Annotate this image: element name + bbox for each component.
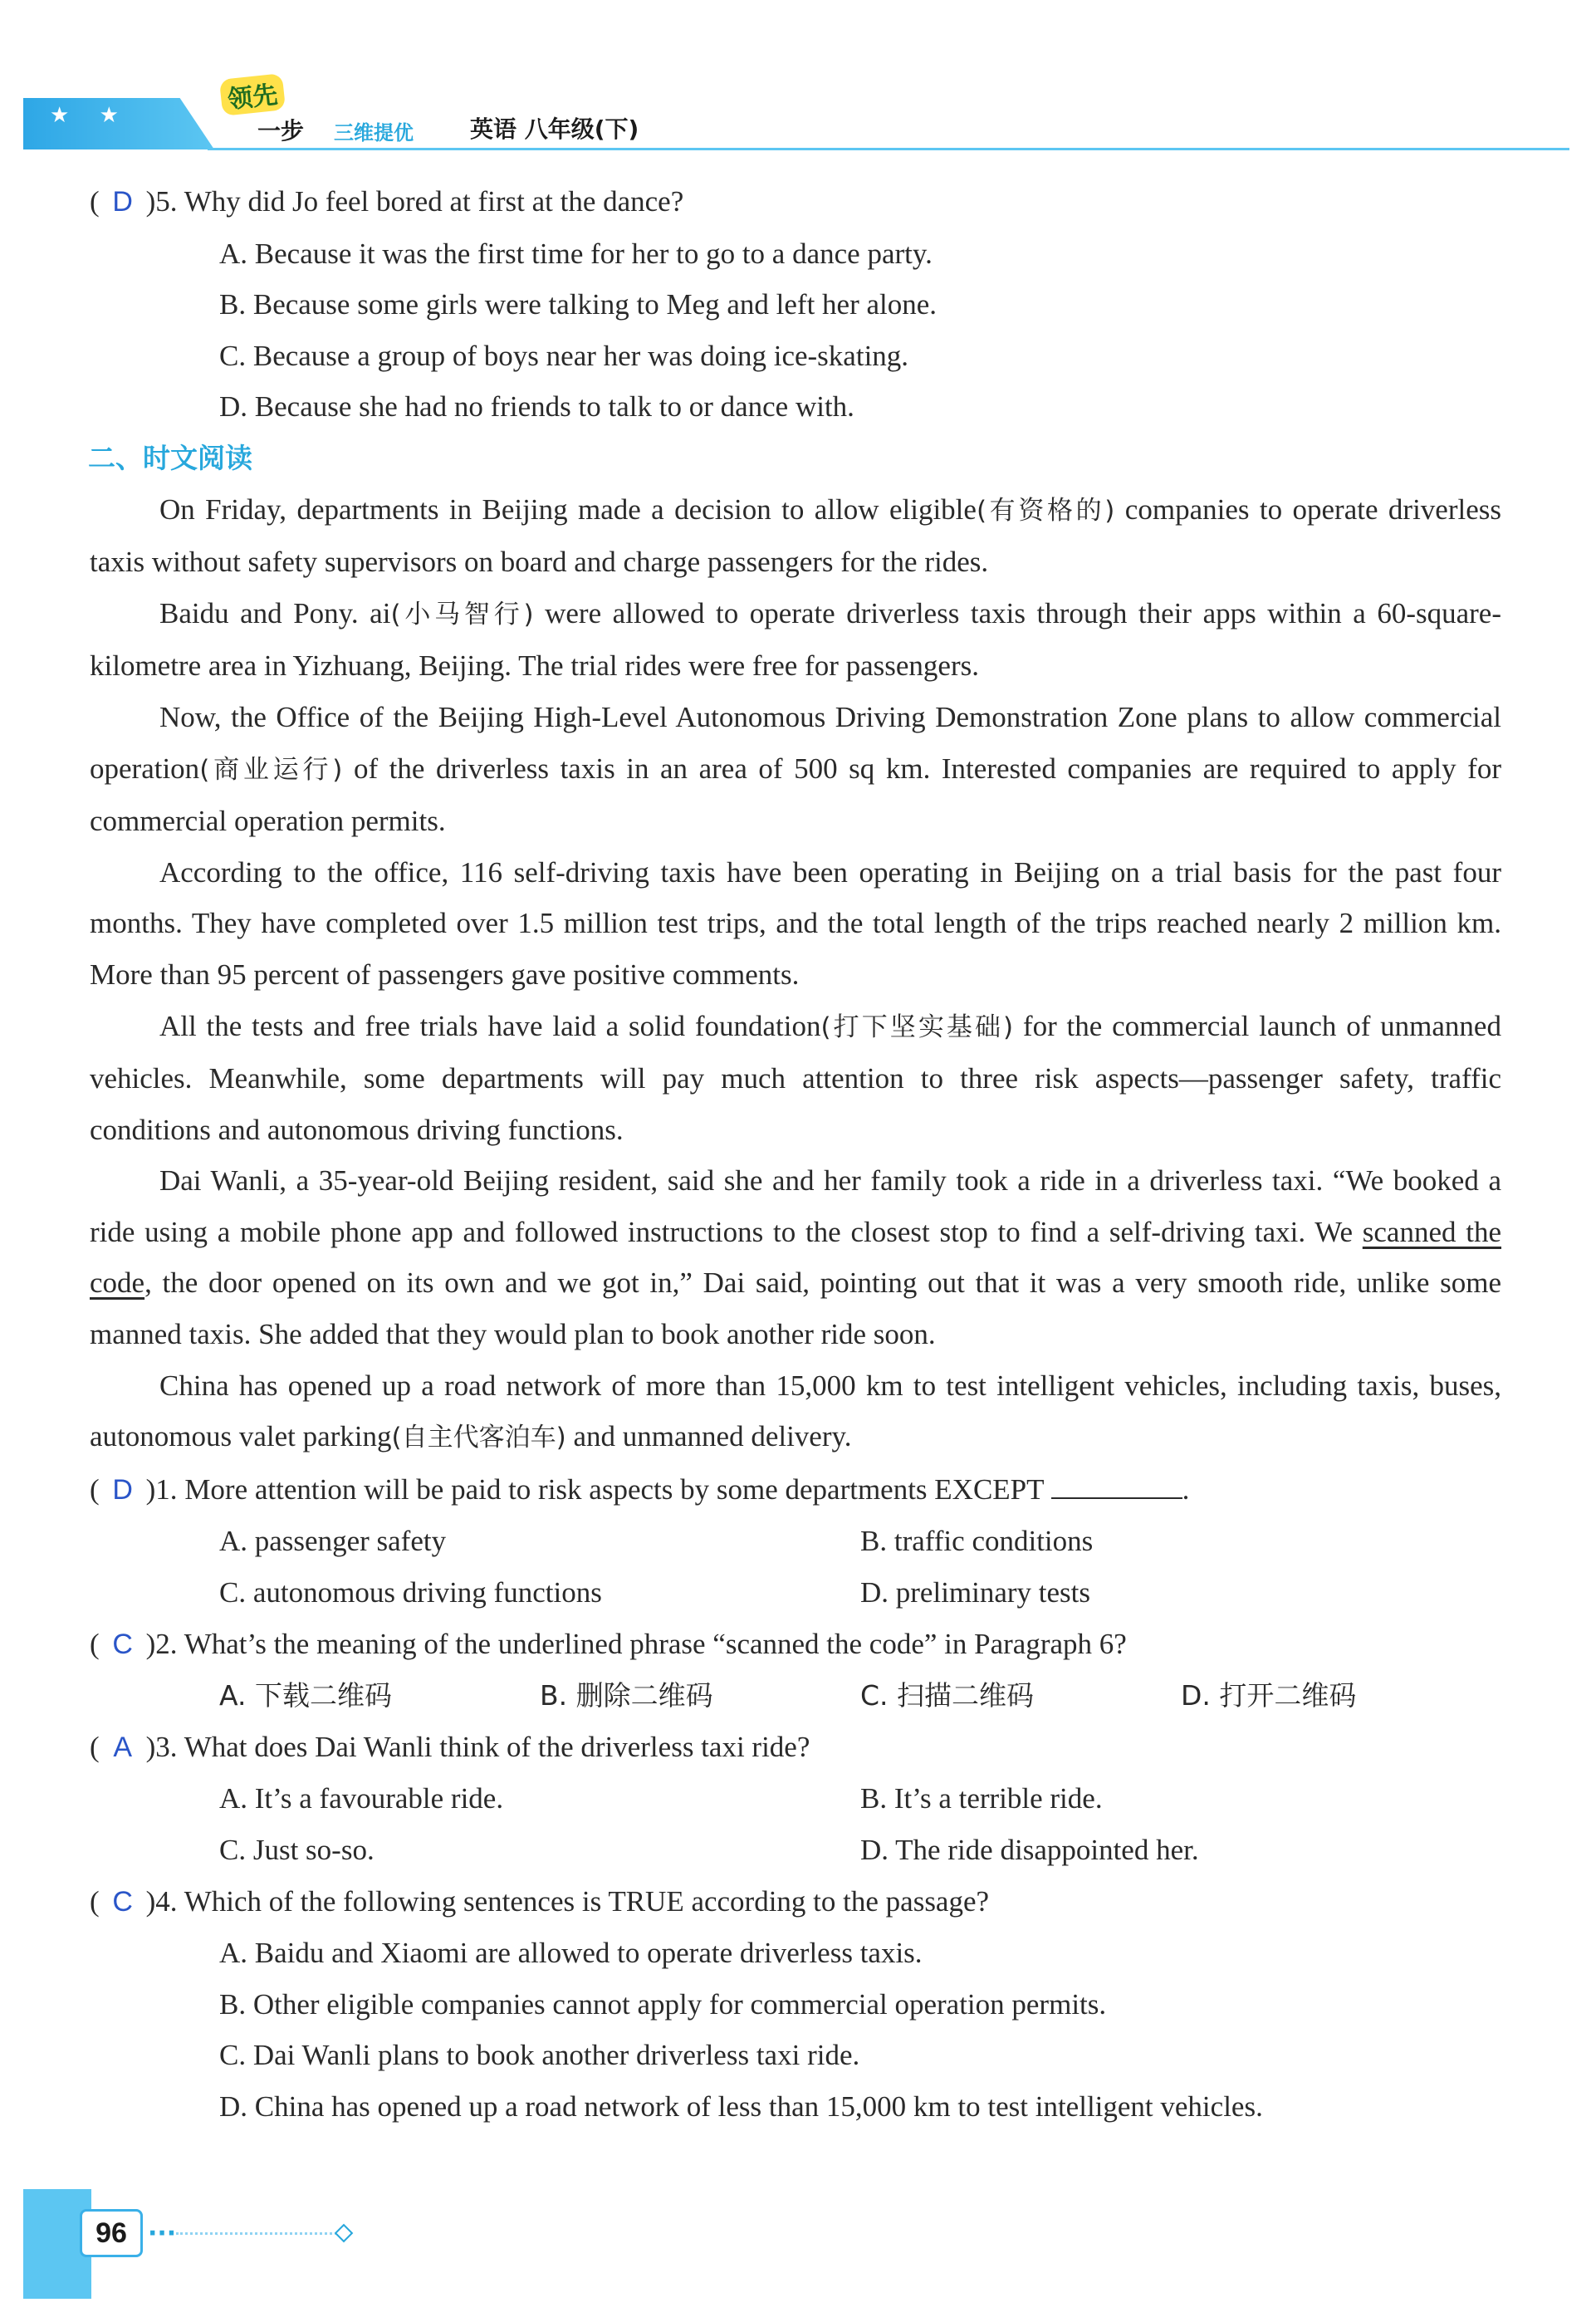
header-rule [208, 148, 1569, 150]
question-stem: What does Dai Wanli think of the driverless taxi ride? [184, 1730, 810, 1763]
options-row [90, 1825, 1501, 1876]
page-header [0, 0, 1596, 166]
passage-paragraph-1 [90, 484, 1501, 588]
option-c: C. Just so-so. [219, 1834, 375, 1866]
question-number: )4. [145, 1884, 178, 1918]
question-stem-end: . [1182, 1472, 1190, 1506]
paragraph-text: All the tests and free trials have laid a solid foundation [159, 1009, 821, 1042]
paragraph-text: Dai Wanli, a 35-year-old Beijing resident, said she and her family took a ride in a driverless taxi. “We booked a ride using a mobile phone app and followed instructions to the closest stop to find a self-driving taxi. We [90, 1164, 1501, 1248]
answer-paren-open: ( [90, 185, 100, 218]
passage-paragraph-7 [90, 1360, 1501, 1464]
page-number: 96 [80, 2209, 143, 2257]
chinese-gloss: (商业运行) [199, 754, 343, 785]
passage-paragraph-6 [90, 1155, 1501, 1359]
paragraph-text: and unmanned delivery. [565, 1420, 852, 1453]
option-a: A. Baidu and Xiaomi are allowed to operate driverless taxis. [219, 1937, 923, 1970]
option-a: A. It’s a favourable ride. [219, 1782, 504, 1815]
question-stem: Why did Jo feel bored at first at the dance? [184, 185, 684, 218]
option-c: C. autonomous driving functions [219, 1576, 602, 1609]
answer-paren-open: ( [90, 1472, 100, 1506]
answer-paren-open: ( [90, 1884, 100, 1918]
subject-title: 英语 八年级(下) [470, 115, 639, 143]
option-c: C. Dai Wanli plans to book another driverless taxi ride. [219, 2039, 860, 2072]
option-b: B. traffic conditions [860, 1525, 1094, 1558]
passage-paragraph-2 [90, 588, 1501, 692]
chinese-gloss: (自主代客泊车) [391, 1423, 566, 1453]
answer-mark: D [112, 1473, 133, 1506]
question-number: )1. [145, 1472, 178, 1506]
paragraph-text: companies to operate driverless taxis without safety supervisors on board and charge passengers for the rides. [90, 492, 1501, 579]
option-a: A. Because it was the first time for her to go to a dance party. [219, 237, 933, 270]
series-name: 三维提优 [334, 121, 414, 145]
answer-mark: D [112, 186, 133, 218]
option-b: B. It’s a terrible ride. [860, 1782, 1103, 1815]
footer-dots: ··· [148, 2219, 177, 2248]
option-a: A. passenger safety [219, 1525, 447, 1558]
passage-paragraph-4: According to the office, 116 self-driving taxis have been operating in Beijing on a trial basis for the past four months. They have completed over 1.5 million test trips, and the total length of the trips reached nearly 2 million km. More than 95 percent of passengers gave positive comments. [90, 855, 1501, 991]
question-stem: What’s the meaning of the underlined phrase “scanned the code” in Paragraph 6? [184, 1627, 1127, 1660]
chinese-gloss: (小马智行) [390, 599, 534, 629]
option-c: C. Because a group of boys near her was doing ice-skating. [219, 339, 909, 372]
footer-dotted-line [176, 2232, 342, 2235]
paragraph-text: were allowed to operate driverless taxis through their apps within a 60-square-kilometre area in Yizhuang, Beijing. The trial rides were free for passengers. [90, 596, 1501, 683]
underlined-phrase: scanned the code [90, 1215, 1502, 1300]
question-4 [90, 1876, 1501, 1928]
passage-paragraph-5 [90, 1001, 1501, 1156]
page-content [90, 176, 1501, 2133]
question-number: )3. [145, 1730, 178, 1763]
option-b: B. Because some girls were talking to Meg and left her alone. [219, 288, 938, 321]
options-row [90, 1567, 1501, 1619]
option-b: B. 删除二维码 [540, 1679, 713, 1712]
option-d: D. Because she had no friends to talk to or dance with. [219, 390, 854, 424]
option-c: C. 扫描二维码 [860, 1679, 1035, 1712]
option-d: D. China has opened up a road network of less than 15,000 km to test intelligent vehicles. [219, 2089, 1263, 2123]
question-number: )5. [145, 185, 178, 218]
option-d: D. The ride disappointed her. [860, 1834, 1199, 1866]
question-number: )2. [145, 1627, 178, 1660]
paragraph-text: , the door opened on its own and we got in,” Dai said, pointing out that it was a very smooth ride, unlike some manned taxis. She added that they would plan to book another ride soon. [90, 1266, 1501, 1351]
star-icon: ★ ★ [50, 103, 130, 128]
answer-paren-open: ( [90, 1627, 100, 1660]
question-5 [90, 176, 1501, 228]
question-stem: Which of the following sentences is TRUE according to the passage? [184, 1884, 990, 1918]
chinese-gloss: (打下坚实基础) [820, 1012, 1014, 1042]
answer-mark: A [113, 1731, 132, 1763]
chinese-gloss: (有资格的) [976, 495, 1115, 526]
option-a: A. 下载二维码 [219, 1679, 392, 1712]
answer-mark: C [112, 1628, 133, 1660]
paragraph-text: of the driverless taxis in an area of 500 sq km. Interested companies are required to apply for commercial operation permits. [90, 752, 1501, 838]
section-title: 二、时文阅读 [88, 441, 252, 474]
question-1 [90, 1464, 1501, 1516]
option-d: D. 打开二维码 [1181, 1679, 1357, 1712]
question-3 [90, 1722, 1501, 1774]
options-row [90, 1773, 1501, 1825]
answer-paren-open: ( [90, 1730, 100, 1763]
answer-blank [1051, 1472, 1182, 1499]
option-b: B. Other eligible companies cannot apply for commercial operation permits. [219, 1987, 1107, 2021]
option-d: D. preliminary tests [860, 1576, 1091, 1609]
paragraph-text: China has opened up a road network of more than 15,000 km to test intelligent vehicles, including taxis, buses, autonomous valet parking [90, 1369, 1501, 1453]
paragraph-text: On Friday, departments in Beijing made a decision to allow eligible [159, 492, 977, 526]
question-stem: More attention will be paid to risk aspects by some departments EXCEPT [184, 1472, 1051, 1506]
paragraph-text: for the commercial launch of unmanned vehicles. Meanwhile, some departments will pay much attention to three risk aspects—passenger safety, traffic conditions and autonomous driving functions. [90, 1009, 1501, 1146]
brand-logo-top: 领先 [219, 73, 286, 116]
paragraph-text: Now, the Office of the Beijing High-Level Autonomous Driving Demonstration Zone plans to allow commercial operation [90, 700, 1501, 785]
paragraph-text: Baidu and Pony. ai [159, 596, 391, 629]
options-row [90, 1670, 1501, 1722]
answer-mark: C [112, 1885, 133, 1918]
options-row [90, 1516, 1501, 1567]
question-2 [90, 1619, 1501, 1671]
brand-logo-sub: 一步 [257, 117, 305, 145]
passage-paragraph-3 [90, 692, 1501, 847]
